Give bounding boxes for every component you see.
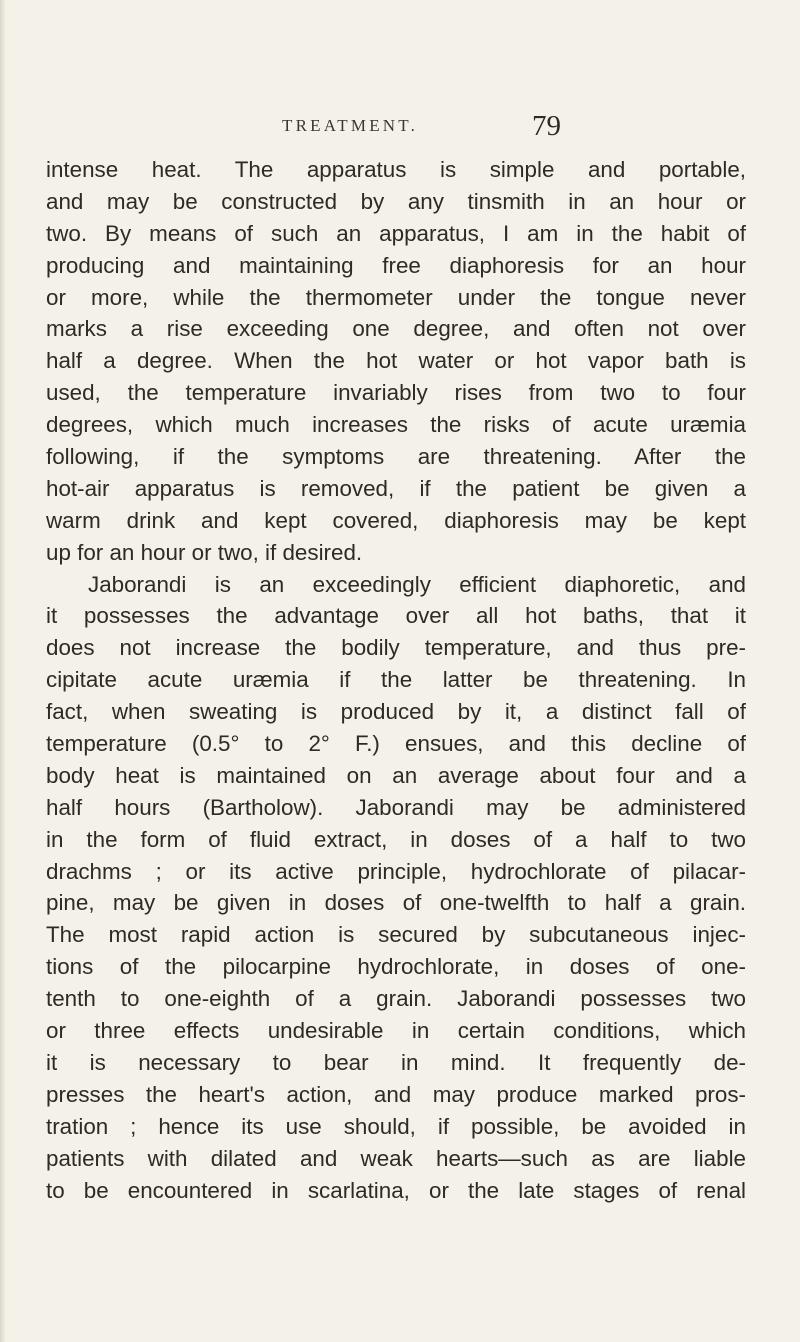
text-line: tration ; hence its use should, if possible, be avoided in [46,1113,746,1139]
body-text [46,154,746,1206]
text-line: marks a rise exceeding one degree, and often not over [46,316,746,342]
text-line: half a degree. When the hot water or hot vapor bath is [46,348,746,374]
text-line: fact, when sweating is produced by it, a distinct fall of [46,699,746,725]
text-line: hot-air apparatus is removed, if the patient be given a [46,475,746,501]
text-line: degrees, which much increases the risks of acute uræmia [46,412,746,438]
text-line: pine, may be given in doses of one-twelfth to half a grain. [46,890,746,916]
text-line: warm drink and kept covered, diaphoresis may be kept [46,507,746,533]
page-header [0,110,800,160]
text-line: to be encountered in scarlatina, or the late stages of renal [46,1177,746,1203]
text-line: patients with dilated and weak hearts—such as are liable [46,1145,746,1171]
text-line: half hours (Bartholow). Jaborandi may be administered [46,794,746,820]
text-line: The most rapid action is secured by subcutaneous injec- [46,922,746,948]
text-line: intense heat. The apparatus is simple and portable, [46,157,746,182]
running-head: TREATMENT. [282,116,419,135]
text-line: cipitate acute uræmia if the latter be threatening. In [46,667,746,693]
page-number: 79 [532,110,561,142]
text-line: producing and maintaining free diaphoresis for an hour [46,252,746,278]
paragraph-end-line: up for an hour or two, if desired. [46,539,363,565]
text-line: presses the heart's action, and may produce marked pros- [46,1081,746,1107]
text-line: in the form of fluid extract, in doses of a half to two [46,826,746,852]
text-line: tions of the pilocarpine hydrochlorate, in doses of one- [46,954,746,980]
paragraph-start-line: Jaborandi is an exceedingly efficient diaphoretic, and [88,571,746,597]
text-line: temperature (0.5° to 2° F.) ensues, and this decline of [46,731,746,757]
text-line: following, if the symptoms are threatening. After the [46,444,746,470]
text-line: drachms ; or its active principle, hydrochlorate of pilacar- [46,858,746,884]
text-line: and may be constructed by any tinsmith in an hour or [46,188,746,214]
text-line: or three effects undesirable in certain conditions, which [46,1018,746,1044]
text-line: body heat is maintained on an average about four and a [46,762,746,788]
text-line: tenth to one-eighth of a grain. Jaborandi possesses two [46,986,746,1012]
text-line: two. By means of such an apparatus, I am in the habit of [46,220,746,246]
page-edge-shadow [0,0,6,1342]
text-line: does not increase the bodily temperature, and thus pre- [46,635,746,661]
text-line: used, the temperature invariably rises from two to four [46,380,746,406]
text-line: it possesses the advantage over all hot baths, that it [46,603,746,629]
text-line: or more, while the thermometer under the tongue never [46,284,746,310]
text-line: it is necessary to bear in mind. It frequently de- [46,1049,746,1075]
